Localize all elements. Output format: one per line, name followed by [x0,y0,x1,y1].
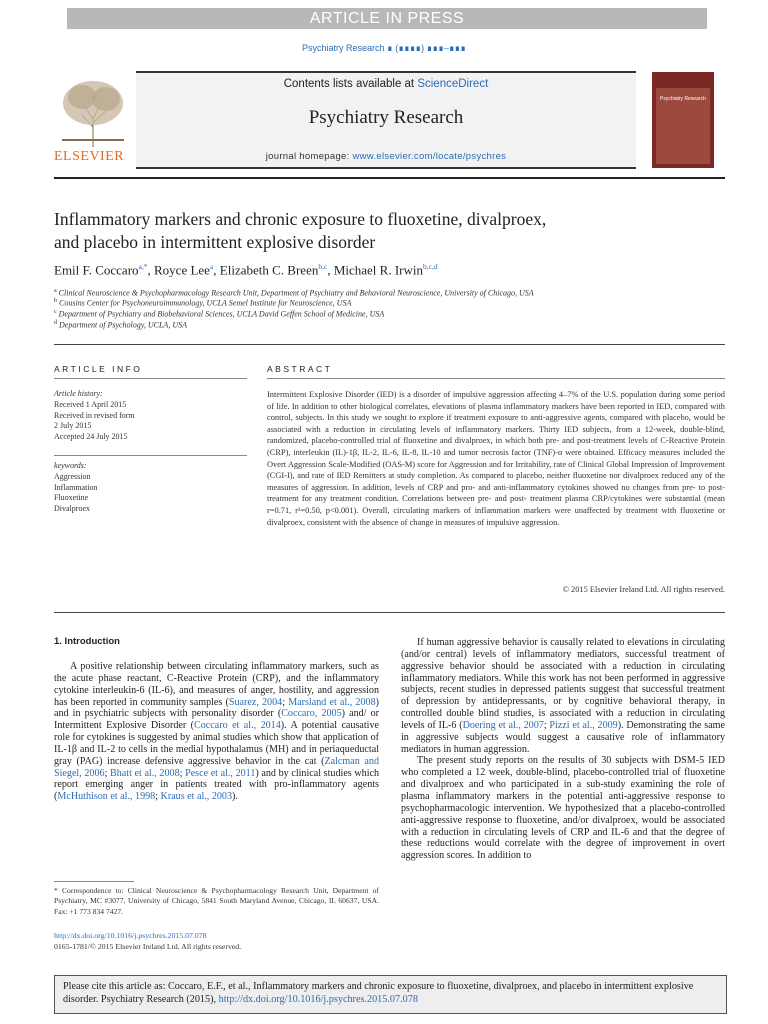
abstract-copyright: © 2015 Elsevier Ireland Ltd. All rights reserved. [562,585,725,594]
affiliation-sup: a [54,288,57,294]
author-sup[interactable]: a,* [138,262,148,271]
text-run: A positive relationship between circulating inflammatory markers, such as the acute phase reactant, C-Reactive Protein (CRP), and the inflammatory cytokine interleukin-6 (IL-6), and measures of anger, hostility, and aggression has been reported in community samples ( [54,661,379,708]
intro-paragraph-3: The present study reports on the results of 30 subjects with DSM-5 IED who completed a 12 week, double-blind, placebo-controlled trial of fluoxetine and divalproex and who participated in a sub-study examining the role of plasma inflammatory markers in the potential anti-aggressive response to psychopharmacologic intervention. We hypothesized that a placebo-controlled anti-aggressive response to fluoxetine, and/or divalproex, would be associated with a reduction in circulating levels of CRP and IL-6 and that the degree of these reductions would correlate with the degree of improvement in overt aggression scores. In addition to [401,755,725,862]
citation-link[interactable]: Zalcman and Siegel, 2006 [54,755,379,779]
abstract-rule [267,378,725,379]
sciencedirect-link[interactable]: ScienceDirect [417,78,489,90]
footnote-rule [54,881,134,882]
doi-block [54,931,241,952]
history-item: Received in revised form [54,410,135,420]
text-run: ) and in psychiatric subjects with personality disorder ( [54,696,379,720]
author-sup[interactable]: b,c [318,262,328,271]
journal-reference[interactable]: Psychiatry Research ∎ (∎∎∎∎) ∎∎∎–∎∎∎ [301,43,467,53]
affiliation-text: Cousins Center for Psychoneuroimmunology, UCLA Semel Institute for Neuroscience, USA [59,298,352,308]
abstract-bottom-rule [54,612,725,613]
homepage-link[interactable]: www.elsevier.com/locate/psychres [352,151,507,162]
affiliation-text: Department of Psychology, UCLA, USA [59,320,187,330]
elsevier-tree-logo [54,77,132,149]
affiliation-c [54,309,714,319]
keyword-item: Fluoxetine [54,493,89,503]
citation-link[interactable]: Kraus et al., 2003 [160,791,233,803]
introduction-heading: 1. Introduction [54,636,120,647]
intro-paragraph-1: A positive relationship between circulating inflammatory markers, such as the acute phase reactant, C-Reactive Protein (CRP), and the inflammatory cytokine interleukin-6 (IL-6), and measures of anger, hostility, and aggression has been reported in community samples (Suarez, 2004; Marsland et al., 2008) and in psychiatric subjects with personality disorder (Coccaro, 2005) and/ or Intermittent Explosive Disorder (Coccaro et al., 2014). A potential causative role for cytokines is suggested by animal studies which show that application of IL-1β and IL-2 to cells in the medial hypothalamus (MH) and in periaqueductal gray (PAG) increase defensive aggressive behavior in the cat (Zalcman and Siegel, 2006; Bhatt et al., 2008; Pesce et al., 2011) and by clinical studies which report emerging anger in patients treated with pro-inflammatory agents (McHuthison et al., 1998; Kraus et al., 2003). [54,661,380,803]
affiliation-text: Clinical Neuroscience & Psychopharmacology Research Unit, Department of Psychiatry and Behavioral Neuroscience, University of Chicago, USA [58,288,534,298]
contents-prefix: Contents lists available at [283,78,418,90]
author-separator: , [327,262,334,278]
citation-box [54,975,727,1014]
intro-right-column [401,637,725,862]
citation-link[interactable]: Suarez, 2004 [228,696,283,708]
abstract-text: Intermittent Explosive Disorder (IED) is a disorder of impulsive aggression affecting 4–7% of the U.S. population during some period of life. In addition to other biological correlates, elevations of plasma inflammatory markers have been reported in IED, compared with control, subjects. In this study we sought to explore if treatment exposure to anti-aggressive agents, compared with placebo, would be associated with a reduction in circulating levels of inflammatory markers. Thirty IED subjects, from a 12-week, double-blind, randomized, placebo-controlled trial of fluoxetine and divalproex, in which both pre- and post-treatment levels of C-Reactive Protein (CRP), interleukin (IL)-1β, IL-2, IL-6, IL-8, IL-10 and tumor necrosis factor (TNF)-α were obtained. Efficacy measures included the Overt Aggression Scale-Modified (OAS-M) score for Aggression and for Irritability, rate of Clinical Global Impression of Improvement (CGI-I), and rate of IED Remitters at study completion. As compared to placebo, neither fluoxetine nor divalproex reduced any of the measures of aggression. In addition, levels of CRP and pro- and anti-inflammatory cytokines showed no changes from pre- to post-treatment for any treatment condition. Correlations between pre- and post- treatment plasma CRP/cytokines were substantial (mean r=0.71, r²=0.50, p<0.001). Overall, circulating markers of inflammation markers were unaffected by treatment with fluoxetine or divalproex, consistent with the absence of change in measures of impulsive aggression. [267,390,725,527]
author-separator: , [147,262,154,278]
text-run: ). [232,791,238,803]
citation-text: Please cite this article as: Coccaro, E.F., et al., Inflammatory markers and chronic exposure to fluoxetine, divalproex, and placebo in intermittent explosive disorder. Psychiatry Research (2015), [63,981,694,1005]
author-sup[interactable]: b,c,d [423,262,438,271]
intro-paragraph-2: If human aggressive behavior is causally related to elevations in circulating (and/or central) levels of inflammatory mediators, successful treatment of aggressive behavior should be associated with a reduction in circulating inflammatory mediators. While this work has not been performed in aggressive subjects, recent studies in depressed patients suggest that successful treatment of depression by antidepressants, or by cognitive behavioral therapy, in controlled double blind studies, is associated with a reduction in circulating levels of IL-6 (Doering et al., 2007; Pizzi et al., 2009). Demonstrating the same in aggressive subjects would suggest a causative role of inflammatory mediators in human aggression. [401,637,726,755]
text-run: If human aggressive behavior is causally related to elevations in circulating (and/or central) levels of inflammatory mediators, successful treatment of aggressive behavior should be associated with a reduction in circulating inflammatory mediators. While this work has not been performed in aggressive subjects, recent studies in depressed patients suggest that successful treatment of depression by antidepressants, or by cognitive behavioral therapy, in controlled double blind studies, is associated with a reduction in circulating levels of IL-6 ( [401,637,725,731]
history-item: 2 July 2015 [54,421,92,431]
keyword-item: Aggression [54,471,91,481]
keywords [54,461,244,515]
citation-doi-link[interactable]: http://dx.doi.org/10.1016/j.psychres.2015.07.078 [218,994,418,1005]
header-bottom-rule [136,167,636,169]
author-list [54,262,714,278]
author-name[interactable]: Royce Lee [154,262,210,278]
title-line-2: and placebo in intermittent explosive disorder [54,232,376,252]
journal-title: Psychiatry Research [308,107,464,128]
keyword-item: Inflammation [54,482,98,492]
affiliation-text: Department of Psychiatry and Biobehavioral Sciences, UCLA David Geffen School of Medicine, USA [58,309,385,319]
text-run: ) and/ or Intermittent Explosive Disorder ( [54,708,379,732]
text-run: ). A potential causative role for cytokines is suggested by animal studies which show that application of IL-1β and IL-2 to cells in the medial hypothalamus (MH) and in periaqueductal gray (PAG) increase defensive aggressive behavior in the cat ( [54,720,379,767]
keyword-item: Divalproex [54,504,90,514]
intro-left-column [54,661,379,803]
citation-link[interactable]: Pizzi et al., 2009 [549,719,618,731]
correspondence-footnote: * Correspondence to: Clinical Neuroscience & Psychopharmacology Research Unit, Department of Psychiatry, MC #3077, University of Chicago, 5841 South Maryland Avenue, Chicago, IL 60637, USA. Fax: +1 773 834 7427. [54,886,379,916]
affiliation-sup: d [54,320,57,326]
affiliation-sup: c [54,309,57,315]
history-item: Received 1 April 2015 [54,399,127,409]
keywords-label: keywords: [54,461,87,470]
issn-line: 0165-1781/© 2015 Elsevier Ireland Ltd. All rights reserved. [54,941,242,951]
history-item: Accepted 24 July 2015 [54,432,128,442]
contents-available [136,78,636,90]
text-run: ). Demonstrating the same in aggressive subjects would suggest a causative role of inflammatory mediators in human aggression. [401,719,726,755]
affiliation-sup: b [54,298,57,304]
affiliation-d [54,320,714,330]
citation-link[interactable]: Bhatt et al., 2008 [110,767,180,779]
history-label: Article history: [54,389,103,398]
article-in-press-banner: ARTICLE IN PRESS [67,8,707,29]
author-sup[interactable]: a [209,262,214,271]
author-separator: , [213,262,220,278]
header-divider [54,177,725,179]
doi-link[interactable]: http://dx.doi.org/10.1016/j.psychres.2015.07.078 [54,931,207,940]
text-run: ) and by clinical studies which report emerging anger in patients treated with pro-inflammatory agents ( [54,767,380,803]
citation-link[interactable]: Coccaro, 2005 [281,708,342,720]
author-name[interactable]: Michael R. Irwin [333,262,423,278]
cover-title: Psychiatry Research [660,96,706,102]
title-line-1: Inflammatory markers and chronic exposure to fluoxetine, divalproex, [54,209,547,229]
citation-link[interactable]: McHuthison et al., 1998 [57,791,156,803]
article-history [54,389,244,443]
article-info-heading: ARTICLE INFO [54,364,143,374]
citation-link[interactable]: Marsland et al., 2008 [288,696,376,708]
citation-link[interactable]: Doering et al., 2007 [462,719,544,731]
elsevier-wordmark: ELSEVIER [54,149,125,164]
affiliation-divider [54,344,725,345]
affiliation-b [54,298,714,308]
author-name[interactable]: Elizabeth C. Breen [219,262,319,278]
journal-homepage [136,151,636,162]
keywords-rule [54,455,247,456]
article-info-rule [54,378,247,379]
abstract-heading: ABSTRACT [267,364,333,374]
journal-cover-thumbnail[interactable] [652,72,714,168]
affiliation-a [54,288,714,298]
author-name[interactable]: Emil F. Coccaro [54,262,139,278]
citation-text-block [63,980,719,1006]
homepage-prefix: journal homepage: [265,151,353,162]
citation-link[interactable]: Coccaro et al., 2014 [194,720,281,732]
article-title [54,208,714,254]
citation-link[interactable]: Pesce et al., 2011 [185,767,256,779]
